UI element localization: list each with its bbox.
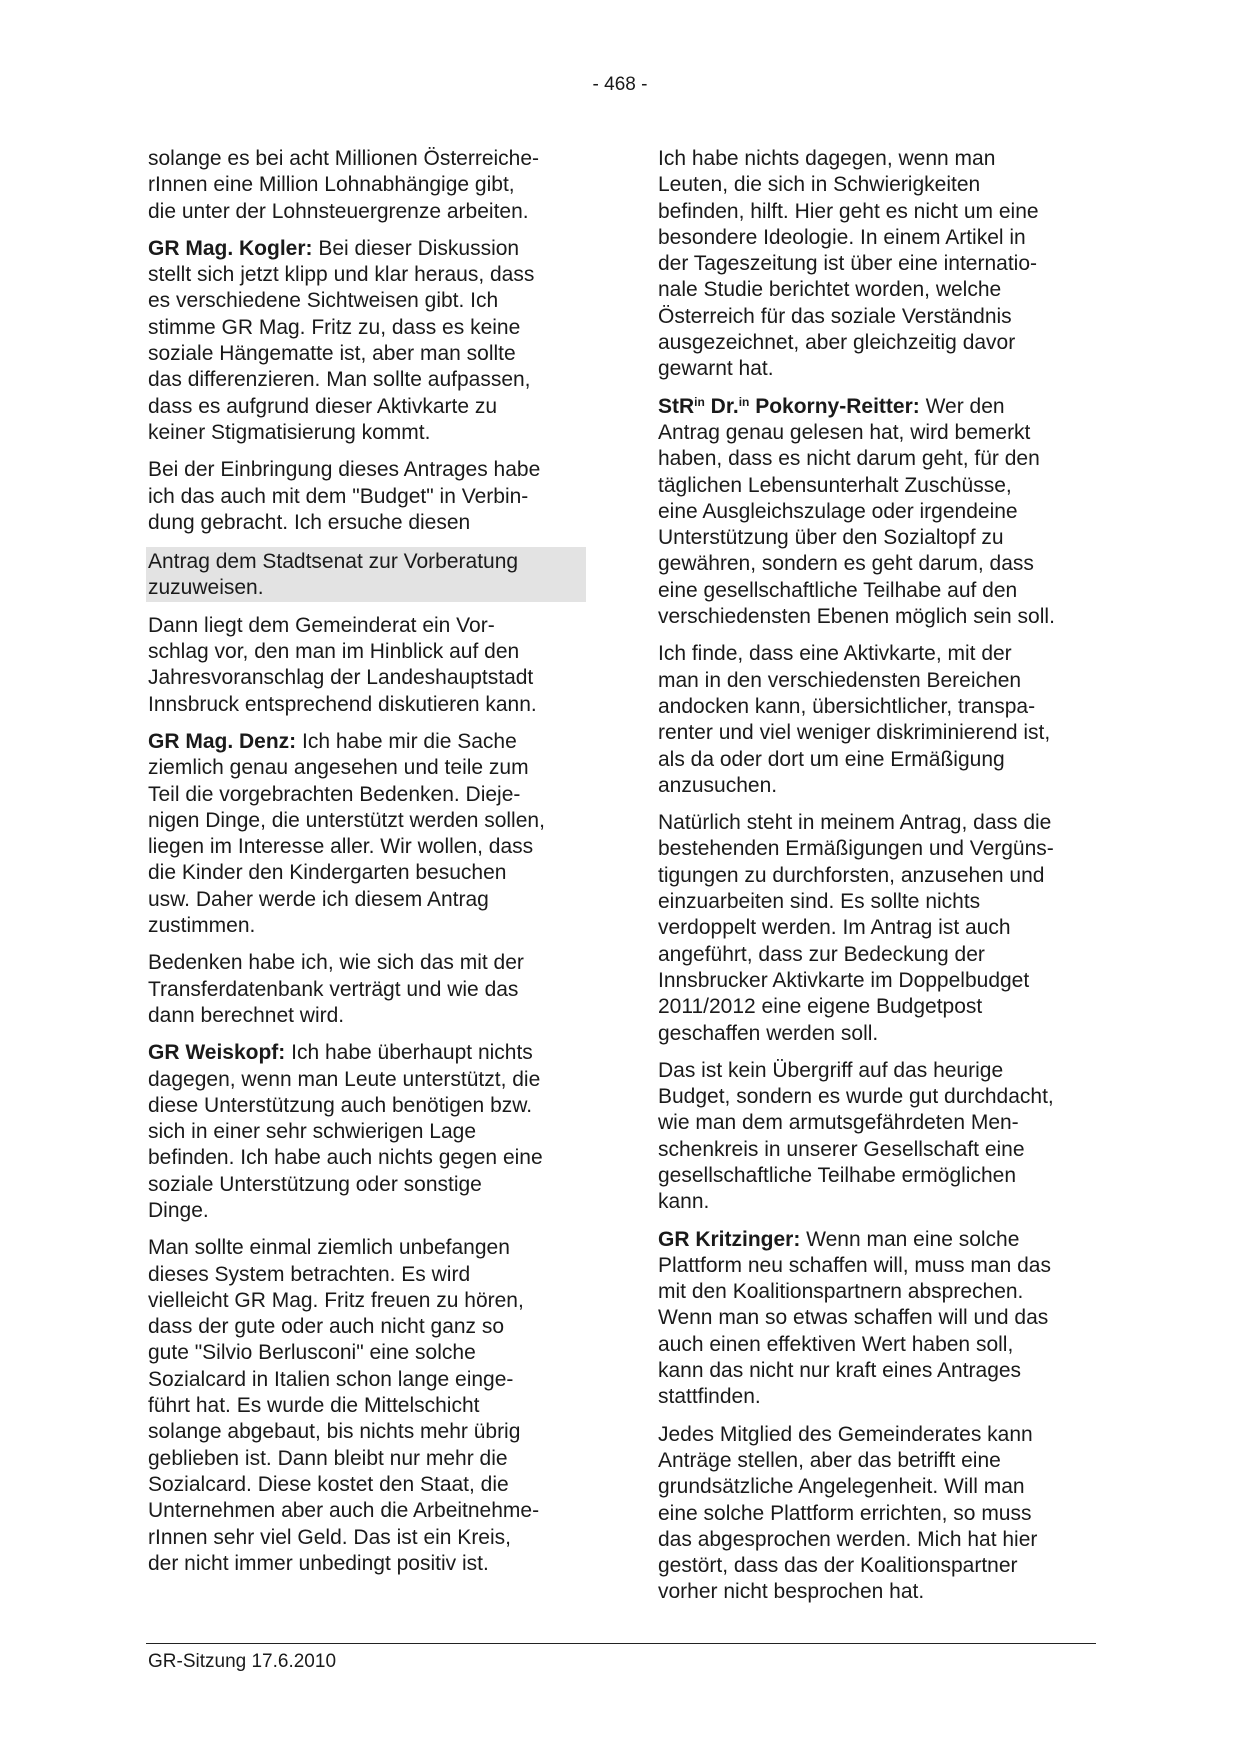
left-column — [148, 146, 588, 1588]
paragraph: Ich habe nichts dagegen, wenn man Leuten, die sich in Schwierigkeiten befinden, hilft. Hier geht es nicht um eine besondere Ideologie. In einem Artikel in der Tageszeitung ist über eine internatio- nale Studie berichtet worden, welche Österreich für das soziale Verständnis ausgezeichnet, aber gleichzeitig davor gewarnt hat. — [658, 147, 1039, 381]
speech-text: Bei dieser Diskussion stellt sich jetzt klipp und klar heraus, dass es verschiedene Sichtweisen gibt. Ich stimme GR Mag. Fritz zu, dass es keine soziale Hängematte ist, aber man sollte das differenzieren. Man sollte aufpassen, dass es aufgrund dieser Aktivkarte zu keiner Stigmatisierung kommt. — [148, 236, 535, 444]
speaker-name: GR Kritzinger: — [658, 1227, 801, 1251]
right-column — [658, 146, 1094, 1617]
speech-text: Ich habe mir die Sache ziemlich genau angesehen und teile zum Teil die vorgebrachten Bedenken. Dieje- nigen Dinge, die unterstützt werden sollen, liegen im Interesse aller. Wir wollen, dass die Kinder den Kindergarten besuchen usw. Daher werde ich diesem Antrag zustimmen. — [148, 729, 545, 938]
footer-divider — [146, 1643, 1096, 1644]
speaker-name: GR Mag. Denz: — [148, 729, 297, 753]
paragraph: Das ist kein Übergriff auf das heurige Budget, sondern es wurde gut durchdacht, wie man dem armutsgefährdeten Men- schenkreis in unserer Gesellschaft eine gesellschaftliche Teilhabe ermöglichen kann. — [658, 1058, 1054, 1214]
paragraph: Natürlich steht in meinem Antrag, dass die bestehenden Ermäßigungen und Vergüns- tigungen zu durchforsten, anzusehen und einzuarbeiten sind. Es sollte nichts verdoppelt werden. Im Antrag ist auch angeführt, dass zur Bedeckung der Innsbrucker Aktivkarte im Doppelbudget 2011/2012 eine eigene Budgetpost geschaffen werden soll. — [658, 811, 1054, 1045]
paragraph: Bedenken habe ich, wie sich das mit der Transferdatenbank verträgt und wie das dann berechnet wird. — [148, 951, 524, 1027]
speech-text: Wer den Antrag genau gelesen hat, wird bemerkt haben, dass es nicht darum geht, für den täglichen Lebensunterhalt Zuschüsse, eine Ausgleichszulage oder irgendeine Unterstützung über den Sozialtopf zu gewähren, sondern es geht darum, dass eine gesellschaftliche Teilhabe auf den verschiedensten Ebenen möglich sein soll. — [658, 394, 1055, 629]
paragraph: Bei der Einbringung dieses Antrages habe ich das auch mit dem "Budget" in Verbin- dung gebracht. Ich ersuche diesen — [148, 458, 541, 534]
speech-kogler — [148, 236, 588, 446]
paragraph: Jedes Mitglied des Gemeinderates kann Anträge stellen, aber das betrifft eine grundsätzliche Angelegenheit. Will man eine solche Plattform errichten, so muss das abgesprochen werden. Mich hat hier gestört, dass das der Koalitionspartner vorher nicht besprochen hat. — [658, 1422, 1038, 1604]
speech-kritzinger — [658, 1227, 1094, 1411]
speech-text: Wenn man eine solche Plattform neu schaffen will, muss man das mit den Koalitionspartnern absprechen. Wenn man so etwas schaffen will und das auch einen effektiven Wert haben soll, kann das nicht nur kraft eines Antrages stattfinden. — [658, 1227, 1051, 1409]
speaker-name: GR Weiskopf: — [148, 1041, 286, 1065]
paragraph: Dann liegt dem Gemeinderat ein Vor- schlag vor, den man im Hinblick auf den Jahresvoranschlag der Landeshauptstadt Innsbruck entsprechend diskutieren kann. — [148, 613, 537, 716]
speech-text: Ich habe überhaupt nichts dagegen, wenn man Leute unterstützt, die diese Unterstützung auch benötigen bzw. sich in einer sehr schwierigen Lage befinden. Ich habe auch nichts gegen eine soziale Unterstützung oder sonstige Dinge. — [148, 1041, 543, 1222]
paragraph: Ich finde, dass eine Aktivkarte, mit der man in den verschiedensten Bereichen andocken kann, übersichtlicher, transpa- renter und viel weniger diskriminierend ist, als da oder dort um eine Ermäßigung anzusuchen. — [658, 642, 1051, 797]
paragraph: Man sollte einmal ziemlich unbefangen dieses System betrachten. Es wird vielleicht GR Mag. Fritz freuen zu hören, dass der gute oder auch nicht ganz so gute "Silvio Berlusconi" eine solche Sozialcard in Italien schon lange einge- führt hat. Es wurde die Mittelschicht solange abgebaut, bis nichts mehr übrig geblieben ist. Dann bleibt nur mehr die Sozialcard. Diese kostet den Staat, die Unternehmen aber auch die Arbeitnehme- rInnen sehr viel Geld. Das ist ein Kreis, der nicht immer unbedingt positiv ist. — [148, 1236, 540, 1575]
speech-denz — [148, 729, 588, 939]
speech-pokorny-reitter — [658, 394, 1094, 631]
speaker-name: GR Mag. Kogler: — [148, 236, 313, 260]
footer-session-date: GR-Sitzung 17.6.2010 — [148, 1651, 337, 1672]
speech-weiskopf — [148, 1040, 588, 1224]
page-number: - 468 - — [592, 74, 648, 95]
paragraph: solange es bei acht Millionen Österreiche- rInnen eine Million Lohnabhängige gibt, die unter der Lohnsteuergrenze arbeiten. — [148, 147, 540, 223]
motion-highlight: Antrag dem Stadtsenat zur Vorberatung zuzuweisen. — [146, 547, 586, 602]
speaker-name: StR$^{in}$ Dr.$^{in}$ Pokorny-Reitter: — [658, 394, 920, 418]
